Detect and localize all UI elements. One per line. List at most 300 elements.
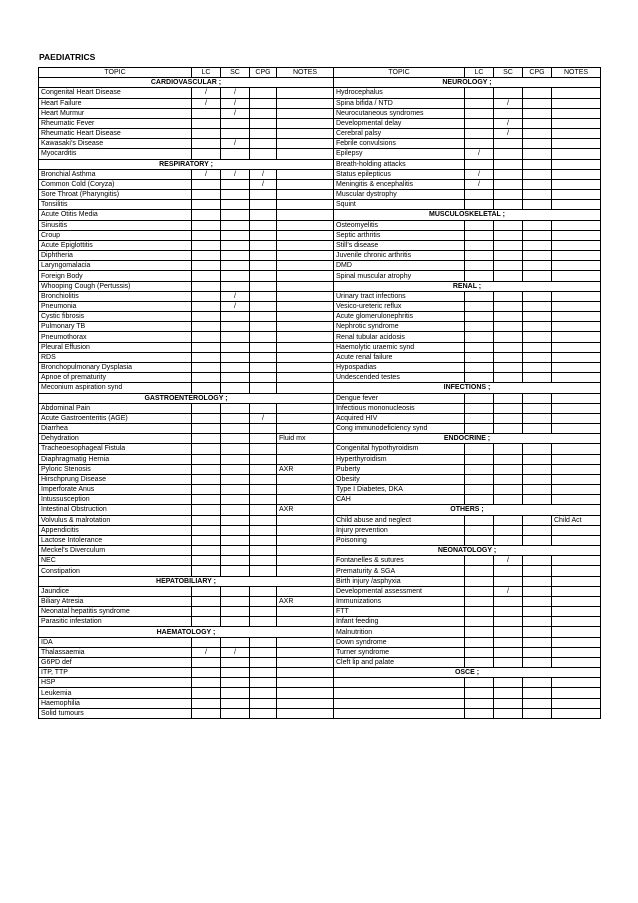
sc-cell (221, 383, 250, 393)
table-row (39, 383, 601, 393)
sc-cell (494, 678, 523, 688)
table-row (39, 413, 601, 423)
cpg-cell (523, 403, 552, 413)
cpg-cell (523, 312, 552, 322)
table-row (39, 118, 601, 128)
notes-cell (552, 464, 601, 474)
cpg-cell (523, 139, 552, 149)
lc-cell (465, 617, 494, 627)
section-heading: RENAL ; (334, 281, 601, 291)
topic-cell: Solid tumours (39, 708, 192, 718)
notes-cell (552, 129, 601, 139)
sc-cell (494, 627, 523, 637)
table-row (39, 301, 601, 311)
lc-cell (465, 362, 494, 372)
lc-cell (192, 586, 221, 596)
lc-cell (465, 495, 494, 505)
notes-cell (552, 678, 601, 688)
sc-cell: / (221, 647, 250, 657)
sc-cell (494, 657, 523, 667)
sc-cell (221, 434, 250, 444)
notes-cell (277, 698, 334, 708)
notes-cell: Child Act (552, 515, 601, 525)
header-topic: TOPIC (39, 68, 192, 78)
cpg-cell (523, 169, 552, 179)
notes-cell (552, 586, 601, 596)
sc-cell (494, 261, 523, 271)
topic-cell: Down syndrome (334, 637, 465, 647)
lc-cell (192, 678, 221, 688)
section-heading: INFECTIONS ; (334, 383, 601, 393)
table-row (39, 159, 601, 169)
sc-cell: / (221, 301, 250, 311)
cpg-cell (250, 566, 277, 576)
notes-cell (277, 261, 334, 271)
lc-cell (465, 393, 494, 403)
cpg-cell (250, 352, 277, 362)
cpg-cell (523, 454, 552, 464)
notes-cell (277, 607, 334, 617)
sc-cell (221, 566, 250, 576)
topic-cell: Common Cold (Coryza) (39, 179, 192, 189)
topic-cell: Meckel’s Diverculum (39, 546, 192, 556)
sc-cell (494, 220, 523, 230)
cpg-cell (250, 464, 277, 474)
cpg-cell (523, 556, 552, 566)
notes-cell (552, 454, 601, 464)
table-row (39, 332, 601, 342)
topic-cell: Cerebral palsy (334, 129, 465, 139)
cpg-cell (250, 708, 277, 718)
notes-cell (277, 454, 334, 464)
cpg-cell (250, 617, 277, 627)
sc-cell (494, 362, 523, 372)
notes-cell (277, 230, 334, 240)
cpg-cell (250, 108, 277, 118)
topic-table (38, 67, 601, 719)
cpg-cell (250, 373, 277, 383)
notes-cell (277, 352, 334, 362)
section-heading: HAEMATOLOGY ; (39, 627, 334, 637)
sc-cell: / (494, 556, 523, 566)
sc-cell (221, 617, 250, 627)
lc-cell (465, 474, 494, 484)
table-row (39, 424, 601, 434)
table-row (39, 190, 601, 200)
topic-cell: CAH (334, 495, 465, 505)
table-row (39, 535, 601, 545)
notes-cell (552, 240, 601, 250)
sc-cell (494, 88, 523, 98)
topic-cell: Meconium aspiration synd (39, 383, 192, 393)
lc-cell (465, 108, 494, 118)
topic-cell: Febrile convulsions (334, 139, 465, 149)
header-notes: NOTES (277, 68, 334, 78)
topic-cell: Whooping Cough (Pertussis) (39, 281, 192, 291)
topic-cell (334, 708, 465, 718)
topic-cell: Heart Failure (39, 98, 192, 108)
notes-cell (552, 556, 601, 566)
notes-cell (277, 322, 334, 332)
notes-cell (552, 88, 601, 98)
topic-cell: Rheumatic Fever (39, 118, 192, 128)
sc-cell (494, 312, 523, 322)
topic-cell: Heart Murmur (39, 108, 192, 118)
notes-cell (277, 485, 334, 495)
sc-cell (221, 129, 250, 139)
topic-cell: Acute Epiglottitis (39, 240, 192, 250)
cpg-cell (523, 657, 552, 667)
lc-cell (465, 515, 494, 525)
topic-cell (334, 698, 465, 708)
topic-cell: Squint (334, 200, 465, 210)
topic-cell: Parasitic infestation (39, 617, 192, 627)
cpg-cell (250, 88, 277, 98)
table-row (39, 271, 601, 281)
topic-cell: Turner syndrome (334, 647, 465, 657)
notes-cell (552, 251, 601, 261)
topic-cell: Bronchopulmonary Dysplasia (39, 362, 192, 372)
sc-cell (221, 535, 250, 545)
topic-cell: Fontanelles & sutures (334, 556, 465, 566)
topic-cell: Obesity (334, 474, 465, 484)
topic-cell: FTT (334, 607, 465, 617)
notes-cell (552, 200, 601, 210)
sc-cell (221, 149, 250, 159)
topic-cell: Diphtheria (39, 251, 192, 261)
sc-cell (221, 464, 250, 474)
header-topic: TOPIC (334, 68, 465, 78)
lc-cell (192, 474, 221, 484)
table-row (39, 210, 601, 220)
notes-cell (277, 200, 334, 210)
notes-cell (277, 444, 334, 454)
topic-cell: Jaundice (39, 586, 192, 596)
sc-cell (494, 403, 523, 413)
notes-cell (552, 596, 601, 606)
table-row (39, 251, 601, 261)
lc-cell (465, 332, 494, 342)
notes-cell (552, 190, 601, 200)
topic-cell: Acute Gastroenteritis (AGE) (39, 413, 192, 423)
notes-cell (552, 607, 601, 617)
lc-cell (465, 118, 494, 128)
cpg-cell (250, 240, 277, 250)
cpg-cell (250, 434, 277, 444)
cpg-cell (523, 474, 552, 484)
topic-cell: Infectious mononucleosis (334, 403, 465, 413)
topic-cell: Dehydration (39, 434, 192, 444)
topic-cell: Tonsilitis (39, 200, 192, 210)
cpg-cell (523, 240, 552, 250)
notes-cell (552, 698, 601, 708)
topic-cell: Pulmonary TB (39, 322, 192, 332)
sc-cell (494, 566, 523, 576)
sc-cell (494, 413, 523, 423)
lc-cell (465, 424, 494, 434)
table-row (39, 373, 601, 383)
notes-cell (277, 495, 334, 505)
cpg-cell (250, 668, 277, 678)
table-row (39, 139, 601, 149)
notes-cell (552, 291, 601, 301)
lc-cell (192, 434, 221, 444)
cpg-cell (250, 149, 277, 159)
header-sc: SC (494, 68, 523, 78)
notes-cell (277, 271, 334, 281)
lc-cell (192, 220, 221, 230)
topic-cell: Developmental delay (334, 118, 465, 128)
header-cpg: CPG (250, 68, 277, 78)
lc-cell (465, 230, 494, 240)
topic-cell: Acute Otitis Media (39, 210, 192, 220)
topic-cell: Vesico-ureteric reflux (334, 301, 465, 311)
lc-cell (192, 149, 221, 159)
notes-cell (552, 708, 601, 718)
table-row (39, 291, 601, 301)
notes-cell (552, 271, 601, 281)
table-row (39, 434, 601, 444)
table-body (39, 68, 601, 719)
topic-cell: Birth injury /asphyxia (334, 576, 465, 586)
notes-cell (277, 586, 334, 596)
sc-cell (221, 373, 250, 383)
notes-cell: AXR (277, 596, 334, 606)
cpg-cell (250, 698, 277, 708)
notes-cell (552, 322, 601, 332)
sc-cell: / (221, 108, 250, 118)
notes-cell (552, 424, 601, 434)
topic-cell: Rheumatic Heart Disease (39, 129, 192, 139)
cpg-cell (250, 322, 277, 332)
table-row (39, 505, 601, 515)
notes-cell (277, 139, 334, 149)
table-row (39, 617, 601, 627)
lc-cell (192, 322, 221, 332)
topic-cell: Status epilepticus (334, 169, 465, 179)
notes-cell (277, 342, 334, 352)
lc-cell (192, 200, 221, 210)
table-row (39, 474, 601, 484)
notes-cell (277, 657, 334, 667)
notes-cell (552, 149, 601, 159)
lc-cell (192, 444, 221, 454)
cpg-cell (250, 118, 277, 128)
header-lc: LC (465, 68, 494, 78)
cpg-cell (523, 566, 552, 576)
notes-cell (277, 688, 334, 698)
lc-cell (465, 454, 494, 464)
topic-cell: Sore Throat (Pharyngitis) (39, 190, 192, 200)
topic-cell: Bronchiolitis (39, 291, 192, 301)
notes-cell (552, 362, 601, 372)
notes-cell (277, 556, 334, 566)
table-row (39, 495, 601, 505)
header-cpg: CPG (523, 68, 552, 78)
sc-cell: / (494, 586, 523, 596)
notes-cell (277, 118, 334, 128)
table-row (39, 454, 601, 464)
cpg-cell (250, 647, 277, 657)
cpg-cell: / (250, 169, 277, 179)
topic-cell: G6PD def (39, 657, 192, 667)
topic-cell: Poisoning (334, 535, 465, 545)
cpg-cell (250, 525, 277, 535)
notes-cell (552, 474, 601, 484)
topic-cell: Neurocutaneous syndromes (334, 108, 465, 118)
topic-cell: Foreign Body (39, 271, 192, 281)
cpg-cell (250, 129, 277, 139)
cpg-cell (523, 129, 552, 139)
lc-cell (192, 464, 221, 474)
cpg-cell (523, 535, 552, 545)
notes-cell (277, 312, 334, 322)
cpg-cell (523, 291, 552, 301)
sc-cell (494, 637, 523, 647)
lc-cell (192, 312, 221, 322)
sc-cell (221, 190, 250, 200)
notes-cell (277, 210, 334, 220)
notes-cell (277, 169, 334, 179)
lc-cell (465, 251, 494, 261)
sc-cell (221, 230, 250, 240)
lc-cell (465, 88, 494, 98)
lc-cell (192, 525, 221, 535)
lc-cell (465, 525, 494, 535)
topic-cell: Pyloric Stenosis (39, 464, 192, 474)
sc-cell (221, 698, 250, 708)
notes-cell (277, 251, 334, 261)
lc-cell (192, 668, 221, 678)
notes-cell (277, 668, 334, 678)
sc-cell (494, 607, 523, 617)
lc-cell (192, 688, 221, 698)
topic-cell: Cystic fibrosis (39, 312, 192, 322)
cpg-cell (523, 464, 552, 474)
cpg-cell (523, 88, 552, 98)
cpg-cell (523, 108, 552, 118)
topic-cell: Type I Diabetes, DKA (334, 485, 465, 495)
topic-cell: Osteomyelitis (334, 220, 465, 230)
notes-cell (277, 281, 334, 291)
cpg-cell (250, 403, 277, 413)
topic-cell: Malnutrition (334, 627, 465, 637)
table-row (39, 129, 601, 139)
topic-cell: Haemolytic uraemic synd (334, 342, 465, 352)
table-row (39, 312, 601, 322)
lc-cell: / (465, 149, 494, 159)
section-heading: GASTROENTEROLOGY ; (39, 393, 334, 403)
sc-cell (494, 190, 523, 200)
sc-cell (494, 108, 523, 118)
notes-cell (552, 220, 601, 230)
table-row (39, 149, 601, 159)
sc-cell (221, 312, 250, 322)
notes-cell (277, 403, 334, 413)
topic-cell: Infant feeding (334, 617, 465, 627)
sc-cell: / (221, 98, 250, 108)
cpg-cell (523, 627, 552, 637)
table-row (39, 281, 601, 291)
notes-cell (552, 444, 601, 454)
sc-cell: / (221, 291, 250, 301)
sc-cell (494, 424, 523, 434)
lc-cell (192, 515, 221, 525)
cpg-cell (523, 200, 552, 210)
sc-cell (221, 403, 250, 413)
sc-cell: / (221, 139, 250, 149)
topic-cell: ITP, TTP (39, 668, 192, 678)
sc-cell (221, 515, 250, 525)
sc-cell (494, 291, 523, 301)
lc-cell (192, 261, 221, 271)
topic-cell: Diaphragmatig Hernia (39, 454, 192, 464)
lc-cell (465, 271, 494, 281)
notes-cell (552, 637, 601, 647)
topic-cell: DMD (334, 261, 465, 271)
lc-cell (192, 596, 221, 606)
topic-cell: IDA (39, 637, 192, 647)
notes-cell (552, 159, 601, 169)
sc-cell (494, 373, 523, 383)
lc-cell (192, 210, 221, 220)
table-row (39, 647, 601, 657)
notes-cell (277, 240, 334, 250)
lc-cell (465, 373, 494, 383)
lc-cell (465, 586, 494, 596)
topic-cell: Nephrotic syndrome (334, 322, 465, 332)
sc-cell (221, 424, 250, 434)
topic-cell (334, 678, 465, 688)
sc-cell (494, 230, 523, 240)
table-row (39, 556, 601, 566)
sc-cell (494, 596, 523, 606)
topic-cell: Meningitis & encephalitis (334, 179, 465, 189)
topic-cell: Intussusception (39, 495, 192, 505)
notes-cell (552, 108, 601, 118)
lc-cell (465, 637, 494, 647)
notes-cell: AXR (277, 505, 334, 515)
cpg-cell (523, 495, 552, 505)
table-row (39, 678, 601, 688)
header-notes: NOTES (552, 68, 601, 78)
sc-cell (494, 200, 523, 210)
cpg-cell (250, 505, 277, 515)
notes-cell (552, 352, 601, 362)
notes-cell (277, 88, 334, 98)
lc-cell (465, 413, 494, 423)
sc-cell (494, 342, 523, 352)
notes-cell (277, 179, 334, 189)
notes-cell (277, 129, 334, 139)
sc-cell (494, 617, 523, 627)
header-lc: LC (192, 68, 221, 78)
notes-cell (277, 678, 334, 688)
cpg-cell (523, 525, 552, 535)
sc-cell (221, 454, 250, 464)
sc-cell (221, 607, 250, 617)
sc-cell (494, 444, 523, 454)
table-row (39, 637, 601, 647)
cpg-cell (250, 281, 277, 291)
table-row (39, 169, 601, 179)
notes-cell (277, 108, 334, 118)
cpg-cell (523, 708, 552, 718)
sc-cell (221, 444, 250, 454)
topic-cell: Spina bifida / NTD (334, 98, 465, 108)
topic-cell: Injury prevention (334, 525, 465, 535)
lc-cell (192, 139, 221, 149)
